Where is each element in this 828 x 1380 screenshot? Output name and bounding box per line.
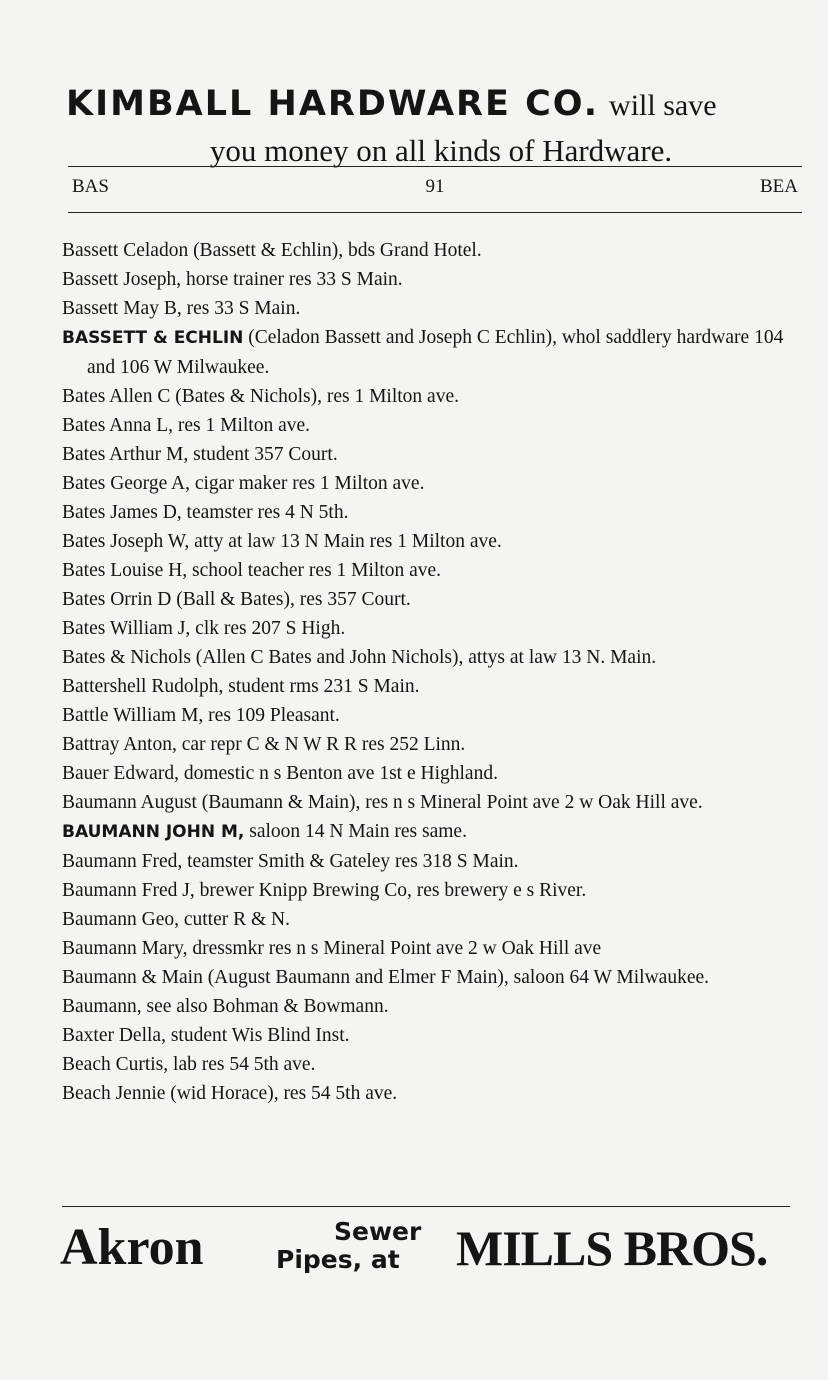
- entry-text: Battershell Rudolph, student rms 231 S Main.: [62, 676, 420, 697]
- directory-entry: [62, 614, 802, 643]
- running-head: [68, 176, 802, 202]
- entry-bold-name: BAUMANN JOHN M,: [62, 822, 245, 842]
- entry-text: Bates Anna L, res 1 Milton ave.: [62, 415, 311, 436]
- directory-entry: [62, 992, 802, 1021]
- directory-entry: [62, 876, 802, 905]
- directory-entry: [62, 701, 802, 730]
- directory-entry: [62, 469, 802, 498]
- footer-ad-akron: Akron: [60, 1219, 204, 1276]
- directory-entry: [62, 730, 802, 759]
- directory-entry: [62, 905, 802, 934]
- entry-text: Bauer Edward, domestic n s Benton ave 1st e Highland.: [62, 763, 498, 784]
- entry-text: Bassett May B, res 33 S Main.: [62, 298, 301, 319]
- entry-text: Bates Allen C (Bates & Nichols), res 1 Milton ave.: [62, 386, 459, 407]
- entry-text: Baxter Della, student Wis Blind Inst.: [62, 1025, 350, 1046]
- entry-text: Baumann, see also Bohman & Bowmann.: [62, 996, 389, 1017]
- footer-ad-sewer-pipes: [276, 1218, 484, 1274]
- directory-entry: [62, 323, 802, 382]
- entry-text: Baumann & Main (August Baumann and Elmer F Main), saloon 64 W Milwaukee.: [62, 967, 710, 988]
- entry-text: Baumann August (Baumann & Main), res n s Mineral Point ave 2 w Oak Hill ave.: [62, 792, 703, 813]
- bottom-rule: [62, 1206, 790, 1207]
- footer-advertisement: [60, 1216, 800, 1286]
- entry-text: Bates Orrin D (Ball & Bates), res 357 Court.: [62, 589, 411, 610]
- header-ad-line1: [66, 82, 806, 133]
- header-ad-line2: you money on all kinds of Hardware.: [209, 133, 673, 168]
- header-advertisement: [66, 82, 806, 171]
- footer-ad-pipes: Pipes, at: [276, 1245, 400, 1274]
- entry-text: Beach Curtis, lab res 54 5th ave.: [62, 1054, 316, 1075]
- directory-entry: [62, 759, 802, 788]
- directory-entry: [62, 236, 802, 265]
- entry-text: Beach Jennie (wid Horace), res 54 5th ave.: [62, 1083, 398, 1104]
- entry-text: Bates William J, clk res 207 S High.: [62, 618, 346, 639]
- top-rule: [68, 166, 802, 167]
- directory-entry: [62, 294, 802, 323]
- directory-entry: [62, 411, 802, 440]
- entry-text: Bates James D, teamster res 4 N 5th.: [62, 502, 349, 523]
- running-head-right: BEA: [760, 176, 798, 197]
- entry-text: Battray Anton, car repr C & N W R R res 252 Linn.: [62, 734, 466, 755]
- footer-ad-sewer: Sewer: [334, 1217, 422, 1246]
- footer-ad-mills-bros: MILLS BROS.: [456, 1220, 768, 1276]
- directory-entry: [62, 934, 802, 963]
- entry-text: saloon 14 N Main res same.: [244, 821, 467, 842]
- running-head-left: BAS: [72, 176, 109, 197]
- entry-text: Baumann Fred, teamster Smith & Gateley res 318 S Main.: [62, 851, 519, 872]
- directory-entry: [62, 672, 802, 701]
- directory-entry: [62, 1079, 802, 1108]
- directory-entries: [62, 236, 802, 1108]
- directory-entry: [62, 963, 802, 992]
- entry-bold-name: BASSETT & ECHLIN: [62, 328, 244, 348]
- directory-entry: [62, 556, 802, 585]
- header-ad-brand: KIMBALL HARDWARE CO.: [66, 84, 600, 124]
- entry-text: Bates Joseph W, atty at law 13 N Main res 1 Milton ave.: [62, 531, 502, 552]
- entry-text: Bates George A, cigar maker res 1 Milton ave.: [62, 473, 425, 494]
- directory-entry: [62, 788, 802, 817]
- directory-entry: [62, 265, 802, 294]
- entry-text: (Celadon Bassett and Joseph C Echlin), whol saddlery hardware 104 and 106 W Milwaukee.: [87, 327, 784, 378]
- directory-entry: [62, 817, 802, 847]
- page-number: 91: [425, 176, 445, 197]
- directory-entry: [62, 847, 802, 876]
- entry-text: Bassett Joseph, horse trainer res 33 S Main.: [62, 269, 403, 290]
- directory-entry: [62, 643, 802, 672]
- directory-entry: [62, 585, 802, 614]
- header-ad-tail: will save: [609, 89, 717, 122]
- entry-text: Battle William M, res 109 Pleasant.: [62, 705, 340, 726]
- directory-entry: [62, 527, 802, 556]
- entry-text: Bates Louise H, school teacher res 1 Milton ave.: [62, 560, 442, 581]
- entry-text: Bassett Celadon (Bassett & Echlin), bds Grand Hotel.: [62, 240, 482, 261]
- entry-text: Baumann Mary, dressmkr res n s Mineral Point ave 2 w Oak Hill ave: [62, 938, 602, 959]
- entry-text: Bates Arthur M, student 357 Court.: [62, 444, 338, 465]
- directory-entry: [62, 440, 802, 469]
- entry-text: Bates & Nichols (Allen C Bates and John Nichols), attys at law 13 N. Main.: [62, 647, 657, 668]
- entry-text: Baumann Geo, cutter R & N.: [62, 909, 290, 930]
- directory-entry: [62, 1050, 802, 1079]
- directory-entry: [62, 382, 802, 411]
- directory-entry: [62, 1021, 802, 1050]
- directory-entry: [62, 498, 802, 527]
- entry-text: Baumann Fred J, brewer Knipp Brewing Co, res brewery e s River.: [62, 880, 587, 901]
- running-head-rule: [68, 212, 802, 213]
